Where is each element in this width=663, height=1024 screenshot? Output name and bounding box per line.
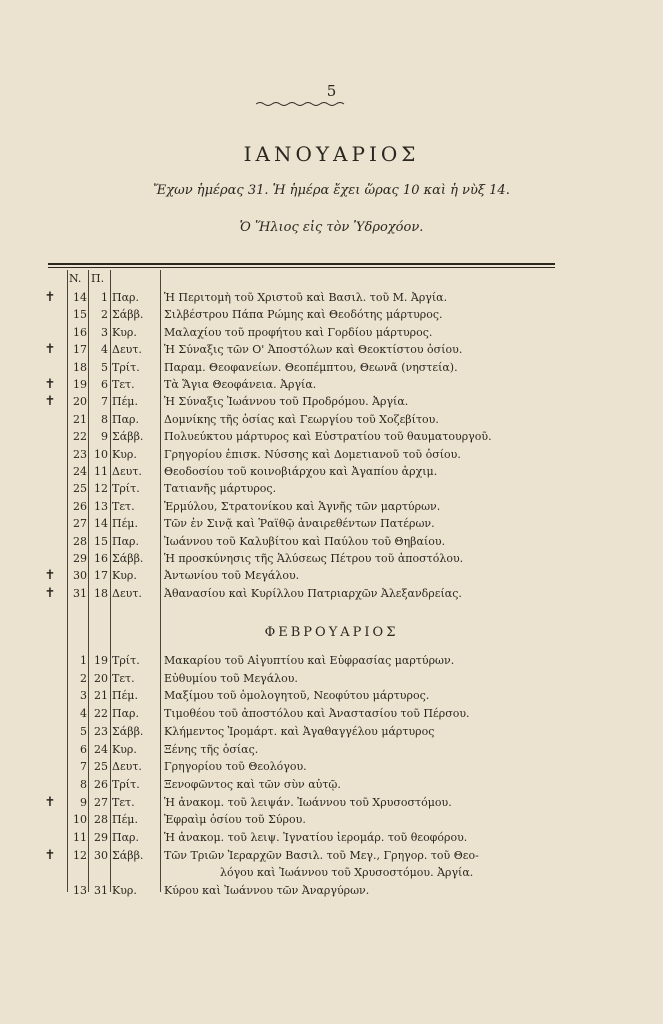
- weekday: Σάββ.: [112, 430, 144, 444]
- new-style-date: 7: [80, 760, 87, 774]
- old-style-date: 31: [94, 884, 108, 898]
- new-style-date: 12: [73, 848, 87, 862]
- feast-description: Σιλβέστρου Πάπα Ρώμης καὶ Θεοδότης μάρτυρος.: [164, 308, 443, 322]
- table-row: [0, 463, 663, 480]
- weekday: Τρίτ.: [112, 482, 140, 496]
- table-row: [0, 758, 663, 775]
- old-style-date: 7: [101, 395, 108, 409]
- table-row: [0, 428, 663, 445]
- table-row: [0, 411, 663, 428]
- weekday: Πέμ.: [112, 517, 138, 531]
- old-style-date: 30: [94, 848, 108, 862]
- table-row: [0, 567, 663, 584]
- page-number: 5: [326, 82, 337, 100]
- weekday: Δευτ.: [112, 465, 142, 478]
- weekday: Τετ.: [112, 671, 135, 685]
- table-row: [0, 776, 663, 793]
- cross-mark: ✝: [44, 342, 56, 358]
- feast-description: Ἡ ἀνακομ. τοῦ λειψάν. Ἰωάννου τοῦ Χρυσοστόμου.: [164, 795, 452, 809]
- weekday: Δευτ.: [112, 760, 142, 774]
- table-row: [0, 341, 663, 358]
- table-row: [0, 741, 663, 758]
- feast-description: Τὰ Ἅγια Θεοφάνεια. Ἀργία.: [164, 378, 317, 391]
- old-style-date: 22: [94, 707, 108, 721]
- feast-description: Ξένης τῆς ὁσίας.: [164, 742, 259, 756]
- weekday: Σάββ.: [112, 308, 144, 322]
- feast-description: Ἡ Σύναξις Ἰωάννου τοῦ Προδρόμου. Ἀργία.: [164, 395, 409, 409]
- weekday: Τετ.: [112, 378, 135, 391]
- feast-description: Θεοδοσίου τοῦ κοινοβιάρχου καὶ Ἀγαπίου ἀρχιμ.: [164, 465, 438, 478]
- table-row: [0, 289, 663, 306]
- feast-description: Τῶν ἐν Σινᾷ καὶ Ῥαϊθῷ ἀναιρεθέντων Πατέρων.: [164, 517, 435, 531]
- table-row: [0, 393, 663, 410]
- new-style-date: 21: [73, 412, 87, 426]
- table-row: [0, 359, 663, 376]
- month-title: ΙΑΝΟΥΑΡΙΟΣ: [243, 142, 420, 166]
- table-top-rule: [48, 263, 555, 265]
- cross-mark: ✝: [44, 290, 56, 305]
- feast-description: Ἀθανασίου καὶ Κυρίλλου Πατριαρχῶν Ἀλεξανδρείας.: [164, 586, 462, 600]
- weekday: Παρ.: [112, 412, 139, 426]
- header-new-style: N.: [69, 272, 82, 285]
- weekday: Κυρ.: [112, 325, 137, 339]
- old-style-date: 2: [101, 308, 108, 322]
- weekday: Κυρ.: [112, 569, 137, 583]
- new-style-date: 17: [73, 343, 87, 357]
- new-style-date: 23: [73, 447, 87, 461]
- old-style-date: 15: [94, 534, 108, 548]
- cross-mark: ✝: [44, 794, 56, 810]
- feast-description: Μαλαχίου τοῦ προφήτου καὶ Γορδίου μάρτυρος.: [164, 325, 433, 339]
- weekday: Τρίτ.: [112, 777, 140, 791]
- header-old-style: Π.: [91, 272, 105, 285]
- feast-description: Κύρου καὶ Ἰωάννου τῶν Ἀναργύρων.: [164, 884, 370, 898]
- table-row: [0, 811, 663, 828]
- old-style-date: 11: [94, 465, 108, 478]
- month-info-sun: Ὁ Ἥλιος εἰς τὸν Ὑδροχόον.: [239, 220, 424, 235]
- old-style-date: 4: [101, 343, 108, 357]
- cross-mark: ✝: [44, 847, 56, 863]
- feast-description: Ἑρμύλου, Στρατονίκου καὶ Ἁγνῆς τῶν μαρτύρων.: [164, 499, 441, 513]
- new-style-date: 27: [73, 517, 87, 531]
- old-style-date: 20: [94, 671, 108, 685]
- new-style-date: 20: [73, 395, 87, 409]
- feast-description: Τῶν Τριῶν Ἱεραρχῶν Βασιλ. τοῦ Μεγ., Γρηγορ. τοῦ Θεο-: [164, 848, 479, 862]
- old-style-date: 18: [94, 586, 108, 600]
- weekday: Κυρ.: [112, 447, 137, 461]
- old-style-date: 13: [94, 499, 108, 513]
- feast-description: Ξενοφῶντος καὶ τῶν σὺν αὐτῷ.: [164, 777, 341, 791]
- old-style-date: 5: [101, 360, 108, 374]
- table-row: [0, 324, 663, 341]
- new-style-date: 1: [80, 654, 87, 667]
- new-style-date: 11: [73, 831, 87, 844]
- new-style-date: 15: [73, 308, 87, 322]
- feast-description: Ἡ προσκύνησις τῆς Ἁλύσεως Πέτρου τοῦ ἀποστόλου.: [164, 552, 464, 565]
- old-style-date: 19: [94, 654, 108, 667]
- table-row: [0, 480, 663, 497]
- new-style-date: 5: [80, 724, 87, 738]
- weekday: Τρίτ.: [112, 654, 140, 667]
- table-row: [0, 882, 663, 899]
- new-style-date: 2: [80, 671, 87, 685]
- weekday: Τετ.: [112, 795, 135, 809]
- table-row-continuation: [0, 864, 663, 881]
- feast-description: Ἰωάννου τοῦ Καλυβίτου καὶ Παύλου τοῦ Θηβαίου.: [164, 534, 446, 548]
- weekday: Πέμ.: [112, 813, 138, 827]
- cross-mark: ✝: [44, 377, 56, 392]
- feast-description: Παραμ. Θεοφανείων. Θεοπέμπτου, Θεωνᾶ (νηστεία).: [164, 360, 458, 374]
- table-row: [0, 652, 663, 669]
- old-style-date: 25: [94, 760, 108, 774]
- new-style-date: 19: [73, 378, 87, 391]
- table-row: [0, 687, 663, 704]
- table-row: [0, 533, 663, 550]
- old-style-date: 12: [94, 482, 108, 496]
- weekday: Σάββ.: [112, 724, 144, 738]
- feast-description: Μαξίμου τοῦ ὁμολογητοῦ, Νεοφύτου μάρτυρος.: [164, 689, 430, 703]
- table-row: [0, 829, 663, 846]
- cross-mark: ✝: [44, 394, 56, 410]
- cross-mark: ✝: [44, 585, 56, 601]
- new-style-date: 10: [73, 813, 87, 827]
- feast-description: Εὐθυμίου τοῦ Μεγάλου.: [164, 671, 298, 685]
- old-style-date: 6: [101, 378, 108, 391]
- feast-description: Κλήμεντος Ἰρομάρτ. καὶ Ἀγαθαγγέλου μάρτυρος: [164, 724, 435, 738]
- old-style-date: 14: [94, 517, 108, 531]
- old-style-date: 16: [94, 552, 108, 565]
- weekday: Παρ.: [112, 707, 139, 721]
- table-row: [0, 498, 663, 515]
- month-info-days: Ἔχων ἡμέρας 31. Ἡ ἡμέρα ἔχει ὥρας 10 καὶ ἡ νὺξ 14.: [153, 183, 510, 198]
- weekday: Σάββ.: [112, 848, 144, 862]
- new-style-date: 30: [73, 569, 87, 583]
- new-style-date: 3: [80, 689, 87, 703]
- feast-description: Ἡ ἀνακομ. τοῦ λειψ. Ἰγνατίου ἱερομάρ. τοῦ θεοφόρου.: [164, 831, 468, 844]
- feast-description: Ἡ Περιτομὴ τοῦ Χριστοῦ καὶ Βασιλ. τοῦ Μ. Ἀργία.: [164, 291, 448, 304]
- feast-description-continued: λόγου καὶ Ἰωάννου τοῦ Χρυσοστόμου. Ἀργία.: [220, 866, 474, 880]
- weekday: Παρ.: [112, 534, 139, 548]
- new-style-date: 6: [80, 742, 87, 756]
- weekday: Δευτ.: [112, 586, 142, 600]
- new-style-date: 16: [73, 325, 87, 339]
- feast-description: Δομνίκης τῆς ὁσίας καὶ Γεωργίου τοῦ Χοζεβίτου.: [164, 412, 439, 426]
- old-style-date: 8: [101, 412, 108, 426]
- weekday: Δευτ.: [112, 343, 142, 357]
- weekday: Κυρ.: [112, 742, 137, 756]
- table-row: [0, 446, 663, 463]
- new-style-date: 31: [73, 586, 87, 600]
- table-row: [0, 670, 663, 687]
- new-style-date: 28: [73, 534, 87, 548]
- table-row: [0, 847, 663, 864]
- table-row: [0, 376, 663, 393]
- old-style-date: 1: [101, 291, 108, 304]
- new-style-date: 22: [73, 430, 87, 444]
- new-style-date: 29: [73, 552, 87, 565]
- feast-description: Πολυεύκτου μάρτυρος καὶ Εὐστρατίου τοῦ θαυματουργοῦ.: [164, 430, 492, 444]
- old-style-date: 17: [94, 569, 108, 583]
- table-row: [0, 306, 663, 323]
- new-style-date: 8: [80, 777, 87, 791]
- weekday: Πέμ.: [112, 395, 138, 409]
- february-title: ΦΕΒΡΟΥΑΡΙΟΣ: [264, 625, 399, 640]
- new-style-date: 26: [73, 499, 87, 513]
- old-style-date: 27: [94, 795, 108, 809]
- weekday: Κυρ.: [112, 884, 137, 898]
- feast-description: Ἐφραὶμ ὁσίου τοῦ Σύρου.: [164, 813, 306, 827]
- new-style-date: 14: [73, 291, 87, 304]
- old-style-date: 10: [94, 447, 108, 461]
- weekday: Παρ.: [112, 291, 139, 304]
- table-row: [0, 705, 663, 722]
- old-style-date: 9: [101, 430, 108, 444]
- new-style-date: 25: [73, 482, 87, 496]
- table-top-rule-thin: [48, 267, 555, 268]
- table-row: [0, 550, 663, 567]
- new-style-date: 13: [73, 884, 87, 898]
- table-row: [0, 723, 663, 740]
- feast-description: Μακαρίου τοῦ Αἰγυπτίου καὶ Εὐφρασίας μαρτύρων.: [164, 654, 455, 667]
- table-row: [0, 585, 663, 602]
- table-row: [0, 794, 663, 811]
- new-style-date: 4: [80, 707, 87, 721]
- feast-description: Γρηγορίου ἐπισκ. Νύσσης καὶ Δομετιανοῦ τοῦ ὁσίου.: [164, 447, 461, 461]
- old-style-date: 21: [94, 689, 108, 703]
- weekday: Πέμ.: [112, 689, 138, 703]
- feast-description: Ἡ Σύναξις τῶν Ο' Ἀποστόλων καὶ Θεοκτίστου ὁσίου.: [164, 343, 463, 357]
- old-style-date: 24: [94, 742, 108, 756]
- weekday: Τετ.: [112, 499, 135, 513]
- cross-mark: ✝: [44, 568, 56, 584]
- table-row: [0, 515, 663, 532]
- old-style-date: 23: [94, 724, 108, 738]
- ornament-rule: [256, 101, 348, 107]
- old-style-date: 29: [94, 831, 108, 844]
- weekday: Σάββ.: [112, 552, 144, 565]
- old-style-date: 26: [94, 777, 108, 791]
- new-style-date: 9: [80, 795, 87, 809]
- old-style-date: 3: [101, 325, 108, 339]
- old-style-date: 28: [94, 813, 108, 827]
- new-style-date: 24: [73, 465, 87, 478]
- weekday: Παρ.: [112, 831, 139, 844]
- feast-description: Ἀντωνίου τοῦ Μεγάλου.: [164, 569, 300, 583]
- weekday: Τρίτ.: [112, 360, 140, 374]
- feast-description: Τιμοθέου τοῦ ἀποστόλου καὶ Ἀναστασίου τοῦ Πέρσου.: [164, 707, 470, 721]
- feast-description: Τατιανῆς μάρτυρος.: [164, 482, 277, 496]
- new-style-date: 18: [73, 360, 87, 374]
- feast-description: Γρηγορίου τοῦ Θεολόγου.: [164, 760, 307, 774]
